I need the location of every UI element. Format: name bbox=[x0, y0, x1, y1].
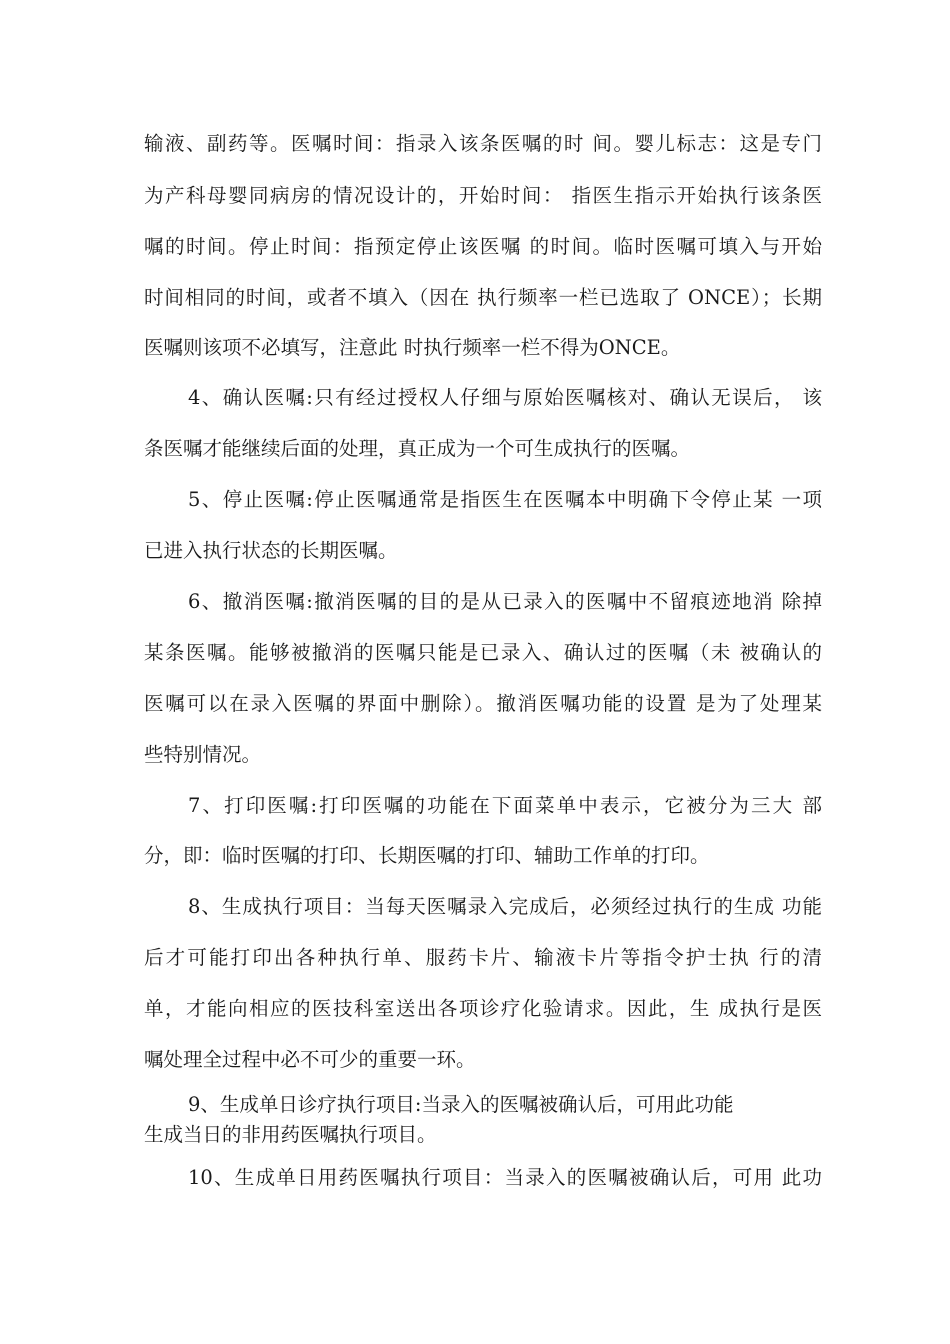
text-line: 已进入执行状态的长期医嘱。 bbox=[144, 539, 398, 562]
text-line: 些特别情况。 bbox=[144, 743, 262, 766]
text-line: 医嘱则该项不必填写，注意此 时执行频率一栏不得为ONCE。 bbox=[144, 336, 681, 359]
text-line: 输液、副药等。医嘱时间：指录入该条医嘱的时 间。婴儿标志：这是专门 bbox=[144, 132, 822, 155]
text-line: 生成当日的非用药医嘱执行项目。 bbox=[144, 1123, 437, 1146]
text-line: 后才可能打印出各种执行单、服药卡片、输液卡片等指令护士执 行的清 bbox=[144, 946, 822, 969]
paragraph-first-line: 7、打印医嘱:打印医嘱的功能在下面菜单中表示，它被分为三大 部 bbox=[188, 794, 822, 817]
text-line: 嘱处理全过程中必不可少的重要一环。 bbox=[144, 1048, 476, 1071]
text-line: 时间相同的时间，或者不填入（因在 执行频率一栏已选取了 ONCE）；长期 bbox=[144, 286, 822, 309]
text-line: 条医嘱才能继续后面的处理，真正成为一个可生成执行的医嘱。 bbox=[144, 437, 691, 460]
paragraph-first-line: 10、生成单日用药医嘱执行项目：当录入的医嘱被确认后，可用 此功 bbox=[188, 1166, 822, 1189]
text-line: 某条医嘱。能够被撤消的医嘱只能是已录入、确认过的医嘱（未 被确认的 bbox=[144, 641, 822, 664]
paragraph-first-line: 9、生成单日诊疗执行项目:当录入的医嘱被确认后，可用此功能 bbox=[188, 1093, 734, 1116]
text-line: 单，才能向相应的医技科室送出各项诊疗化验请求。因此，生 成执行是医 bbox=[144, 997, 822, 1020]
paragraph-first-line: 8、生成执行项目：当每天医嘱录入完成后，必须经过执行的生成 功能 bbox=[188, 895, 822, 918]
text-line: 嘱的时间。停止时间：指预定停止该医嘱 的时间。临时医嘱可填入与开始 bbox=[144, 235, 822, 258]
text-line: 医嘱可以在录入医嘱的界面中删除）。撤消医嘱功能的设置 是为了处理某 bbox=[144, 692, 822, 715]
paragraph-first-line: 5、停止医嘱:停止医嘱通常是指医生在医嘱本中明确下令停止某 一项 bbox=[188, 488, 822, 511]
text-line: 分，即：临时医嘱的打印、长期医嘱的打印、辅助工作单的打印。 bbox=[144, 844, 710, 867]
text-line: 为产科母婴同病房的情况设计的，开始时间： 指医生指示开始执行该条医 bbox=[144, 184, 822, 207]
paragraph-first-line: 6、撤消医嘱:撤消医嘱的目的是从已录入的医嘱中不留痕迹地消 除掉 bbox=[188, 590, 822, 613]
paragraph-first-line: 4、确认医嘱:只有经过授权人仔细与原始医嘱核对、确认无误后， 该 bbox=[188, 386, 822, 409]
